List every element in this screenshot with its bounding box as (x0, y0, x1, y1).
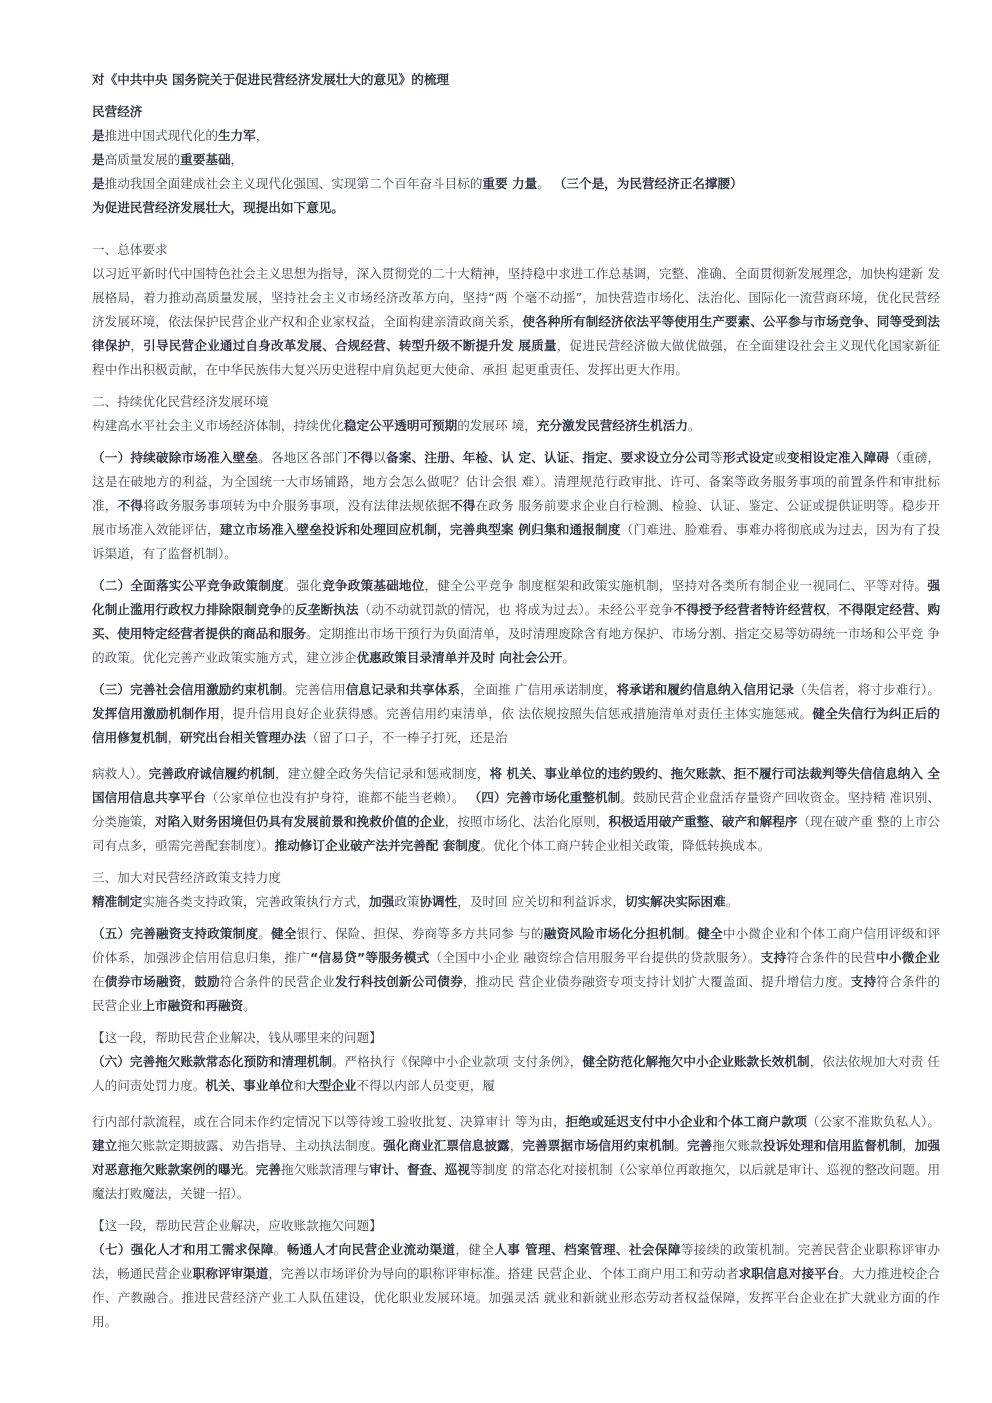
body-text: ，全面推 广信用承诺制度， (460, 682, 617, 697)
emphasis-text: 优惠政策目录清单并及时 向社会公开 (356, 650, 563, 665)
policy-item (92, 446, 940, 566)
body-text: 。强化 (283, 578, 323, 593)
emphasis-text: 切实解决实际困难 (624, 894, 726, 909)
body-text: 符合条件的 民营企业 (92, 974, 941, 1013)
body-text: 高质量发展的 (104, 152, 181, 167)
body-text: 在 (92, 974, 105, 989)
body-text: ， (255, 128, 269, 143)
body-text: （留了口子，不一棒子打死，还是治 (306, 730, 508, 745)
body-text: ，推动民 营企业债券融资专项支持计划扩大覆盖面、提升增信力度。 (462, 974, 851, 989)
body-text: 推进中国式现代化的 (104, 128, 218, 143)
emphasis-text: 债券市场融资 (104, 974, 182, 989)
intro-line (92, 172, 940, 196)
emphasis-text: 建立市场准入壁垒投诉和处理回应机制，完善典型案 例归集和通报制度 (219, 522, 621, 537)
section-paragraph (92, 414, 940, 438)
body-text: ，健全 (455, 1242, 495, 1257)
emphasis-text: 是 (92, 152, 105, 167)
emphasis-text: 重要基础 (180, 152, 231, 167)
body-text: 。 (273, 1242, 287, 1257)
body-text: 。 (687, 418, 701, 433)
body-text: （全国中小企业 融资综合信用服务平台提供的贷款服务）。 (429, 950, 761, 965)
emphasis-text: 不得限定经营、购买、使用特定经营者提供的商品和服务 (92, 602, 941, 641)
policy-item (92, 1110, 940, 1206)
emphasis-text: 完善票据市场信用约束机制 (522, 1138, 675, 1153)
body-text: 。 (725, 894, 739, 909)
body-text: ， (181, 974, 195, 989)
emphasis-text: （五）完善融资支持政策制度 (92, 926, 259, 941)
body-text: 。严格执行《保障中小企业款项 支付条例》， (331, 1054, 583, 1069)
emphasis-text: （三）完善社会信用激励约束机制 (92, 682, 283, 697)
body-text: 符合条件的民营 (786, 950, 877, 965)
emphasis-text: 健全防范化解拖欠中小企业账款长效机制 (582, 1054, 810, 1069)
body-text: 实施各类支持政策，完善政策执行方式， (142, 894, 370, 909)
emphasis-text: 是 (92, 128, 105, 143)
body-text: 拖欠账款清理与 (280, 1162, 370, 1177)
emphasis-text: 为促进民营经济发展壮大，现提出如下意见。 (92, 200, 344, 215)
policy-item (92, 574, 940, 670)
emphasis-text: 不得 (117, 498, 144, 513)
body-text: ，依法依规加大对责 任人的问责处罚力度。 (92, 1054, 941, 1093)
body-text: 的发展环 境， (457, 418, 537, 433)
body-text: 推动我国全面建成社会主义现代化强国、实现第二个百年奋斗目标的 (104, 176, 483, 191)
body-text: ， (825, 602, 839, 617)
body-text: 以习近平新时代中国特色社会主义思想为指导，深入贯彻党的二十大精神，坚持稳中求进工作总基调，完整、准确、全面贯彻新发展理念，加快构建新 发展格局，着力推动高质量发展，坚持社会主义市场经济改革方向，坚持“两 个毫不动摇”，加快营造市场化、法治化、国际化一流营商环境，优化民营经 济发展环境，依法保护民营企业产权和企业家权益，全面构建亲清政商关系， (92, 266, 940, 329)
emphasis-text: 生力军 (217, 128, 256, 143)
emphasis-text: 备案、注册、年检、认 定、认证、指定、要求设立分公司 (386, 450, 711, 465)
emphasis-text: 融资风险市场化分担机制 (543, 926, 685, 941)
emphasis-text: 是 (92, 176, 105, 191)
body-text: 。 (258, 926, 272, 941)
body-text: 的 (282, 602, 296, 617)
emphasis-text: 健全失信行为纠正后的 信用修复机制 (92, 706, 941, 745)
body-text: 中小微企业和个体工商户信用评级和评 价体系，加强涉企信用信息归集，推广 (92, 926, 941, 965)
emphasis-text: 上市融资和再融资 (142, 998, 244, 1013)
emphasis-text: 对陷入财务困境但仍具有发展前景和挽救价值的企业 (154, 814, 445, 829)
body-text: ， (130, 338, 144, 353)
emphasis-text: 健全 (271, 926, 297, 941)
body-text: 。 (243, 998, 256, 1013)
body-text: ，健全公平竞争 制度框架和政策实施机制，坚持对各类所有制企业一视同仁、平等对待。 (424, 578, 928, 593)
emphasis-text: 反垄断执法 (295, 602, 359, 617)
body-text: ， (167, 730, 181, 745)
body-text: 等 (710, 450, 723, 465)
body-text: 。 (243, 1162, 256, 1177)
section-heading: 二、持续优化民营经济发展环境 (92, 394, 269, 409)
body-text: 。 (684, 926, 698, 941)
intro-block (92, 100, 940, 220)
intro-line (92, 196, 940, 220)
body-text: 。各地区各部门 (258, 450, 348, 465)
body-text: ，及时回 应关切和利益诉求， (457, 894, 625, 909)
emphasis-text: 信息记录和共享体系 (345, 682, 461, 697)
body-text: 等接续的政策机制。完善民营企业职称评审办法，畅通民营企业 (92, 1242, 941, 1281)
body-text: 银行、保险、担保、券商等多方共同参 与的 (296, 926, 544, 941)
body-text: （失信者，将寸步难行）。 (794, 682, 941, 697)
body-text: ， (902, 1138, 915, 1153)
emphasis-text: 拒绝或延迟支付中小企业和个体工商户款项 (565, 1114, 807, 1129)
body-text: ，完善以市场评价为导向的职称评审标准。搭建 民营企业、个体工商户用工和劳动者 (268, 1266, 739, 1281)
emphasis-text: 使各种所有制经济依法平等使用生产要素、公平参与市场竞争、同等受到法 律保护 (92, 314, 941, 353)
emphasis-text: “信易贷”等服务模式 (309, 950, 430, 965)
emphasis-text: 投诉处理和信用监督机制 (762, 1138, 903, 1153)
emphasis-text: 发行科技创新公司债券 (335, 974, 463, 989)
emphasis-text: 健全 (697, 926, 723, 941)
emphasis-text: 不得 (450, 498, 476, 513)
emphasis-text: 稳定公平透明可预期 (343, 418, 458, 433)
body-text: ，提升信用良好企业获得感。完善信用约束清单，依 法依规按照失信惩戒措施清单对责任主体实施惩戒。 (219, 706, 813, 721)
section-heading: 三、加大对民营经济政策支持力度 (92, 870, 281, 885)
emphasis-text: （四）完善市场化重整机制 (468, 790, 621, 805)
body-text: （重磅，这是在破地方的利益，为全国统一大市场铺路，地方会怎么做呢？估计会很 难）。清理规范行政审批、许可、备案等政务服务事项的前置条件和审批标 准， (92, 450, 941, 513)
body-text: 在政务 服务前要求企业自行检测、检验、认证、鉴定、公证或提供证明等。稳步开 展市场准入效能评估， (92, 498, 940, 537)
emphasis-text: 竞争政策基础地位 (322, 578, 425, 593)
body-text: 或 (774, 450, 787, 465)
body-text: 构建高水平社会主义市场经济体制，持续优化 (92, 418, 344, 433)
emphasis-text: 大型企业 (306, 1078, 357, 1093)
emphasis-text: 精准制定 (92, 894, 143, 909)
emphasis-text: （三个是，为民营经济正名撑腰） (553, 176, 743, 191)
body-text: （门难进、脸难看、事难办将彻底成为过去，因为有了投 诉渠道，有了监督机制）。 (92, 522, 941, 561)
body-text: 和 (293, 1078, 307, 1093)
section-paragraph (92, 890, 940, 914)
emphasis-text: 积极适用破产重整、破产和解程序 (608, 814, 798, 829)
emphasis-text: 将承诺和履约信息纳入信用记录 (616, 682, 795, 697)
emphasis-text: （七）强化人才和用工需求保障 (92, 1242, 274, 1257)
body-text: ， (230, 152, 244, 167)
body-text: 以 (373, 450, 387, 465)
emphasis-text: 加强 对恶意拖欠账款案例的曝光 (92, 1138, 941, 1177)
body-text: 。定期推出市场干预行为负面清单，及时清理废除含有地方保护、市场分割、指定交易等妨碍统一市场和公平竞 争的政策。优化完善产业政策实施方式，建立涉企 (92, 626, 940, 665)
emphasis-text: 建立 (92, 1138, 118, 1153)
emphasis-text: 审计、督查、巡视 (369, 1162, 470, 1177)
body-text: ， (509, 1138, 523, 1153)
intro-line (92, 124, 940, 148)
emphasis-text: 推动修订企业破产法并完善配 套制度 (274, 838, 481, 853)
annotation-note: 【这一段，帮助民营企业解决，应收账款拖欠问题】 (92, 1218, 382, 1233)
emphasis-text: 加强 (369, 894, 395, 909)
body-text: 病救人）。 (92, 766, 149, 781)
emphasis-text: 形式设定 (722, 450, 775, 465)
emphasis-text: 强化商业汇票信息披露 (383, 1138, 510, 1153)
emphasis-text: 支持 (760, 950, 787, 965)
emphasis-text: 变相设定准入障碍 (786, 450, 890, 465)
emphasis-text: 不得授予经营者特许经营权 (673, 602, 826, 617)
emphasis-text: 完善政府诚信履约机制 (148, 766, 275, 781)
emphasis-text: 引导民营企业通过自身改革发展、合规经营、转型升级不断提升发 展质量 (143, 338, 557, 353)
emphasis-text: 求职信息对接平台 (738, 1266, 840, 1281)
emphasis-text: 不得 (347, 450, 374, 465)
body-text: 拖欠账款 (712, 1138, 763, 1153)
body-text: 。优化个体工商户转企业相关政策，降低转换成本。 (480, 838, 771, 853)
body-text: 。鼓励民营企业盘活存量资产回收资金。坚持精 准识别、分类施策， (92, 790, 941, 829)
body-text: 政策 (394, 894, 420, 909)
body-text: 拖欠账款定期披露、劝告指导、主动执法制度。 (117, 1138, 384, 1153)
emphasis-text: 机关、事业单位 (205, 1078, 294, 1093)
document-title: 对《中共中央 国务院关于促进民营经济发展壮大的意见》的梳理 (92, 72, 450, 87)
body-text: 。 (562, 650, 575, 665)
emphasis-text: 人事 管理、档案管理、社会保障 (494, 1242, 681, 1257)
policy-item (92, 678, 940, 750)
emphasis-text: 强 化制止滥用行政权力排除限制竞争 (92, 578, 941, 617)
emphasis-text: 职称评审渠道 (192, 1266, 269, 1281)
emphasis-text: 中小微企业 (876, 950, 941, 965)
body-text: ，建立健全政务失信记录和惩戒制度， (275, 766, 490, 781)
body-text: ，按照市场化、法治化原则， (444, 814, 609, 829)
body-text: 行内部付款流程，或在合同未作约定情况下以等待竣工验收批复、决算审计 等为由， (92, 1114, 566, 1129)
emphasis-text: 畅通人才向民营企业流动渠道 (286, 1242, 456, 1257)
policy-item (92, 1238, 940, 1334)
body-text: （动不动就罚款的情况，也 将成为过去）。未经公平竞争 (358, 602, 674, 617)
body-text: 等制度 的常态化对接机制（公家单位再敢拖欠，以后就是审计、巡视的整改问题。用魔法打败魔法，关键一招）。 (92, 1162, 941, 1201)
body-text: 不得以内部人员变更，履 (356, 1078, 495, 1093)
body-text: ，促进民营经济做大做优做强，在全面建设社会主义现代化国家新征 程中作出积极贡献，在中华民族伟大复兴历史进程中肩负起更大使命、承担 起更重责任、发挥出更大作用。 (92, 338, 941, 377)
emphasis-text: 协调性 (419, 894, 458, 909)
body-text: （公家不准欺负私人）。 (806, 1114, 940, 1129)
emphasis-text: 完善 (686, 1138, 713, 1153)
emphasis-text: 鼓励 (194, 974, 220, 989)
emphasis-text: 发挥信用激励机制作用 (92, 706, 220, 721)
emphasis-text: （二）全面落实公平竞争政策制度 (92, 578, 284, 593)
body-text: 。完善信用 (282, 682, 346, 697)
body-text: 。 (537, 176, 554, 191)
body-text: 。大力推进校企合作、产教融合。推进民营经济产业工人队伍建设，优化职业发展环境。加强灵活 就业和新就业形态劳动者权益保障，发挥平台企业在扩大就业方面的作用。 (92, 1266, 941, 1329)
section-heading: 一、总体要求 (92, 242, 168, 257)
body-text: （公家单位也没有护身符，谁都不能当老赖）。 (205, 790, 469, 805)
emphasis-text: 充分激发民营经济生机活力 (536, 418, 688, 433)
emphasis-text: （六）完善拖欠账款常态化预防和清理机制 (92, 1054, 332, 1069)
emphasis-text: （一）持续破除市场准入壁垒 (92, 450, 259, 465)
emphasis-text: 支持 (850, 974, 877, 989)
body-text: 。 (674, 1138, 687, 1153)
emphasis-text: 将 机关、事业单位的违约毁约、拖欠账款、拒不履行司法裁判等失信信息纳入 全国信用信息共享平台 (92, 766, 940, 805)
emphasis-text: 完善 (255, 1162, 281, 1177)
policy-item (92, 1050, 940, 1098)
body-text: 符合条件的民营企业 (219, 974, 335, 989)
intro-line (92, 148, 940, 172)
emphasis-text: 重要 力量 (482, 176, 538, 191)
policy-item (92, 762, 940, 858)
intro-heading: 民营经济 (92, 104, 143, 119)
body-text: 将政务服务事项转为中介服务事项，没有法律法规依据 (143, 498, 451, 513)
policy-item (92, 922, 940, 1018)
annotation-note: 【这一段，帮助民营企业解决，钱从哪里来的问题】 (92, 1030, 382, 1045)
body-text: （现在破产重 整的上市公司有点多，亟需完善配套制度）。 (92, 814, 941, 853)
emphasis-text: 研究出台相关管理办法 (180, 730, 307, 745)
section-paragraph (92, 262, 940, 382)
